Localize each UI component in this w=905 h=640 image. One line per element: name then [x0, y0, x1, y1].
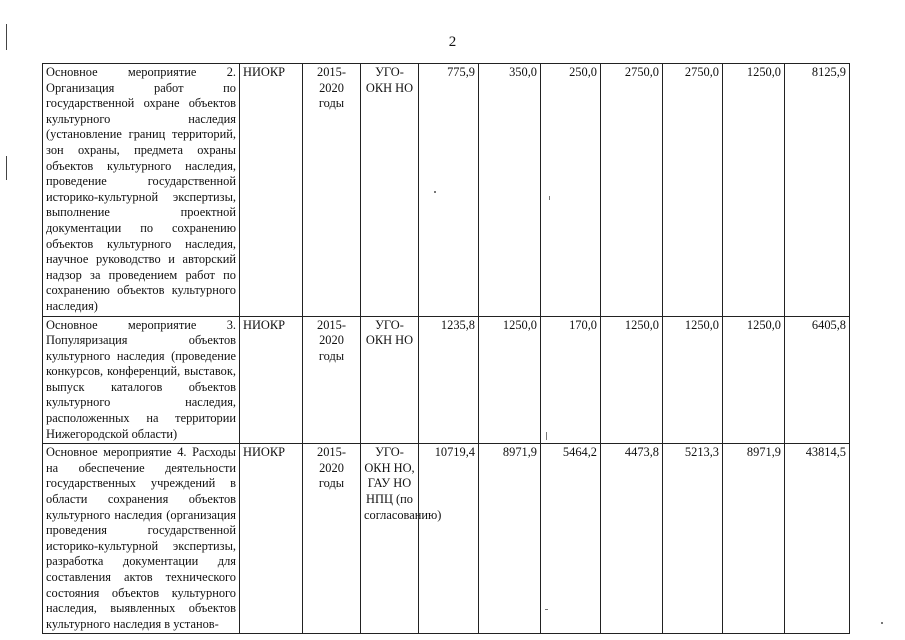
period-cell: 2015-2020 годы: [303, 444, 361, 634]
margin-mark: [6, 24, 7, 50]
amount-cell: 2750,0: [601, 64, 663, 317]
amount-cell: 350,0: [479, 64, 541, 317]
table-row: [43, 316, 850, 444]
amount-cell: 1250,0: [663, 316, 723, 444]
amount-cell: 43814,5: [785, 444, 850, 634]
amount-cell: 4473,8: [601, 444, 663, 634]
budget-table: [42, 63, 850, 634]
executor-cell: УГО-ОКН НО: [361, 316, 419, 444]
amount-cell: 1250,0: [601, 316, 663, 444]
amount-cell: 1250,0: [479, 316, 541, 444]
amount-cell: 10719,4: [419, 444, 479, 634]
amount-cell: 5464,2: [541, 444, 601, 634]
amount-cell: 1235,8: [419, 316, 479, 444]
amount-cell: 6405,8: [785, 316, 850, 444]
funding-source-cell: НИОКР: [240, 64, 303, 317]
funding-source-cell: НИОКР: [240, 316, 303, 444]
amount-cell: 5213,3: [663, 444, 723, 634]
table-row: [43, 444, 850, 634]
period-cell: 2015-2020 годы: [303, 316, 361, 444]
amount-cell: 250,0: [541, 64, 601, 317]
table-body: [43, 64, 850, 634]
funding-source-cell: НИОКР: [240, 444, 303, 634]
amount-cell: 2750,0: [663, 64, 723, 317]
activity-description-cell: Основное мероприятие 4. Расходы на обеспечение деятельности государственных учреждений в области сохранения объектов культурного наследия (организация проведения государственной историко-культурной экспертизы, разработка документации для составления актов технического состояния объектов культурного наследия, выявленных объектов культурного наследия в установ-: [43, 444, 240, 634]
amount-cell: 775,9: [419, 64, 479, 317]
margin-mark: [6, 156, 7, 180]
activity-description-cell: Основное мероприятие 3. Популяризация объектов культурного наследия (проведение конкурсов, конференций, выставок, выпуск каталогов объектов культурного наследия, расположенных на территории Нижегородской области): [43, 316, 240, 444]
amount-cell: 8971,9: [723, 444, 785, 634]
amount-cell: 1250,0: [723, 316, 785, 444]
amount-cell: 8971,9: [479, 444, 541, 634]
amount-cell: 8125,9: [785, 64, 850, 317]
period-cell: 2015-2020 годы: [303, 64, 361, 317]
amount-cell: 1250,0: [723, 64, 785, 317]
executor-cell: УГО-ОКН НО, ГАУ НО НПЦ (по согласованию): [361, 444, 419, 634]
activity-description-cell: Основное мероприятие 2. Организация работ по государственной охране объектов культурного наследия (установление границ территорий, зон охраны, предмета охраны объектов культурного наследия, проведение государственной историко-культурной экспертизы, выполнение проектной документации по сохранению объектов культурного наследия, научное руководство и авторский надзор за проведением работ по сохранению объектов культурного наследия): [43, 64, 240, 317]
page-number: 2: [448, 34, 457, 50]
table-row: [43, 64, 850, 317]
amount-cell: 170,0: [541, 316, 601, 444]
executor-cell: УГО-ОКН НО: [361, 64, 419, 317]
